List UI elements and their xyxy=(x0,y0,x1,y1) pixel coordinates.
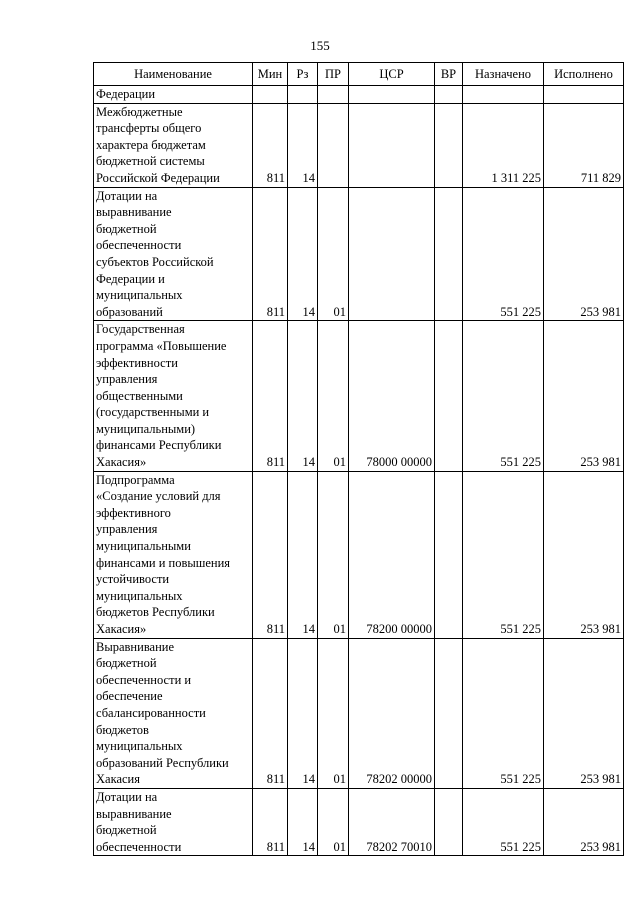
row-rz: 14 xyxy=(288,638,318,788)
row-min: 811 xyxy=(253,321,288,471)
row-name: Межбюджетные трансферты общего характера бюджетам бюджетной системы Российской Федерации xyxy=(94,103,253,187)
row-name: Дотации на выравнивание бюджетной обеспеченности xyxy=(94,788,253,855)
row-assigned: 1 311 225 xyxy=(463,103,544,187)
row-rz: 14 xyxy=(288,187,318,321)
row-min: 811 xyxy=(253,638,288,788)
column-header-pr: ПР xyxy=(318,63,349,86)
row-assigned: 551 225 xyxy=(463,788,544,855)
row-min: 811 xyxy=(253,788,288,855)
row-rz: 14 xyxy=(288,788,318,855)
row-rz: 14 xyxy=(288,471,318,638)
row-name: Государственная программа «Повышение эффективности управления общественными (государственными и муниципальными) финансами Республики Хакасия» xyxy=(94,321,253,471)
continuation-row xyxy=(94,86,624,104)
table-header-row xyxy=(94,63,624,86)
row-name: Дотации на выравнивание бюджетной обеспеченности субъектов Российской Федерации и муниципальных образований xyxy=(94,187,253,321)
row-assigned: 551 225 xyxy=(463,638,544,788)
column-header-csr: ЦСР xyxy=(349,63,435,86)
budget-table xyxy=(93,62,624,856)
column-header-executed: Исполнено xyxy=(544,63,624,86)
row-min: 811 xyxy=(253,471,288,638)
row-csr: 78200 00000 xyxy=(349,471,435,638)
row-executed: 253 981 xyxy=(544,471,624,638)
table-row xyxy=(94,321,624,471)
row-pr: 01 xyxy=(318,788,349,855)
page-number: 155 xyxy=(310,38,330,53)
column-header-assigned: Назначено xyxy=(463,63,544,86)
table-row xyxy=(94,638,624,788)
row-assigned: 551 225 xyxy=(463,187,544,321)
row-pr: 01 xyxy=(318,638,349,788)
row-pr: 01 xyxy=(318,321,349,471)
row-executed: 253 981 xyxy=(544,788,624,855)
row-name: Выравнивание бюджетной обеспеченности и обеспечение сбалансированности бюджетов муниципальных образований Республики Хакасия xyxy=(94,638,253,788)
row-assigned: 551 225 xyxy=(463,321,544,471)
row-min: 811 xyxy=(253,103,288,187)
table-row xyxy=(94,788,624,855)
row-vr xyxy=(435,321,463,471)
row-min: 811 xyxy=(253,187,288,321)
row-executed: 253 981 xyxy=(544,638,624,788)
row-rz: 14 xyxy=(288,321,318,471)
row-pr xyxy=(318,103,349,187)
row-csr xyxy=(349,187,435,321)
row-vr xyxy=(435,788,463,855)
row-name: Подпрограмма «Создание условий для эффективного управления муниципальными финансами и повышения устойчивости муниципальных бюджетов Республики Хакасия» xyxy=(94,471,253,638)
column-header-name: Наименование xyxy=(94,63,253,86)
column-header-rz: Рз xyxy=(288,63,318,86)
row-executed: 253 981 xyxy=(544,187,624,321)
row-vr xyxy=(435,471,463,638)
table-row xyxy=(94,471,624,638)
row-csr: 78202 00000 xyxy=(349,638,435,788)
row-vr xyxy=(435,187,463,321)
row-pr: 01 xyxy=(318,471,349,638)
row-csr: 78202 70010 xyxy=(349,788,435,855)
row-vr xyxy=(435,638,463,788)
row-csr xyxy=(349,103,435,187)
table-row xyxy=(94,187,624,321)
table-row xyxy=(94,103,624,187)
row-assigned: 551 225 xyxy=(463,471,544,638)
row-vr xyxy=(435,103,463,187)
row-rz: 14 xyxy=(288,103,318,187)
continuation-text: Федерации xyxy=(94,86,253,104)
column-header-vr: ВР xyxy=(435,63,463,86)
row-executed: 253 981 xyxy=(544,321,624,471)
row-pr: 01 xyxy=(318,187,349,321)
row-csr: 78000 00000 xyxy=(349,321,435,471)
row-executed: 711 829 xyxy=(544,103,624,187)
column-header-min: Мин xyxy=(253,63,288,86)
